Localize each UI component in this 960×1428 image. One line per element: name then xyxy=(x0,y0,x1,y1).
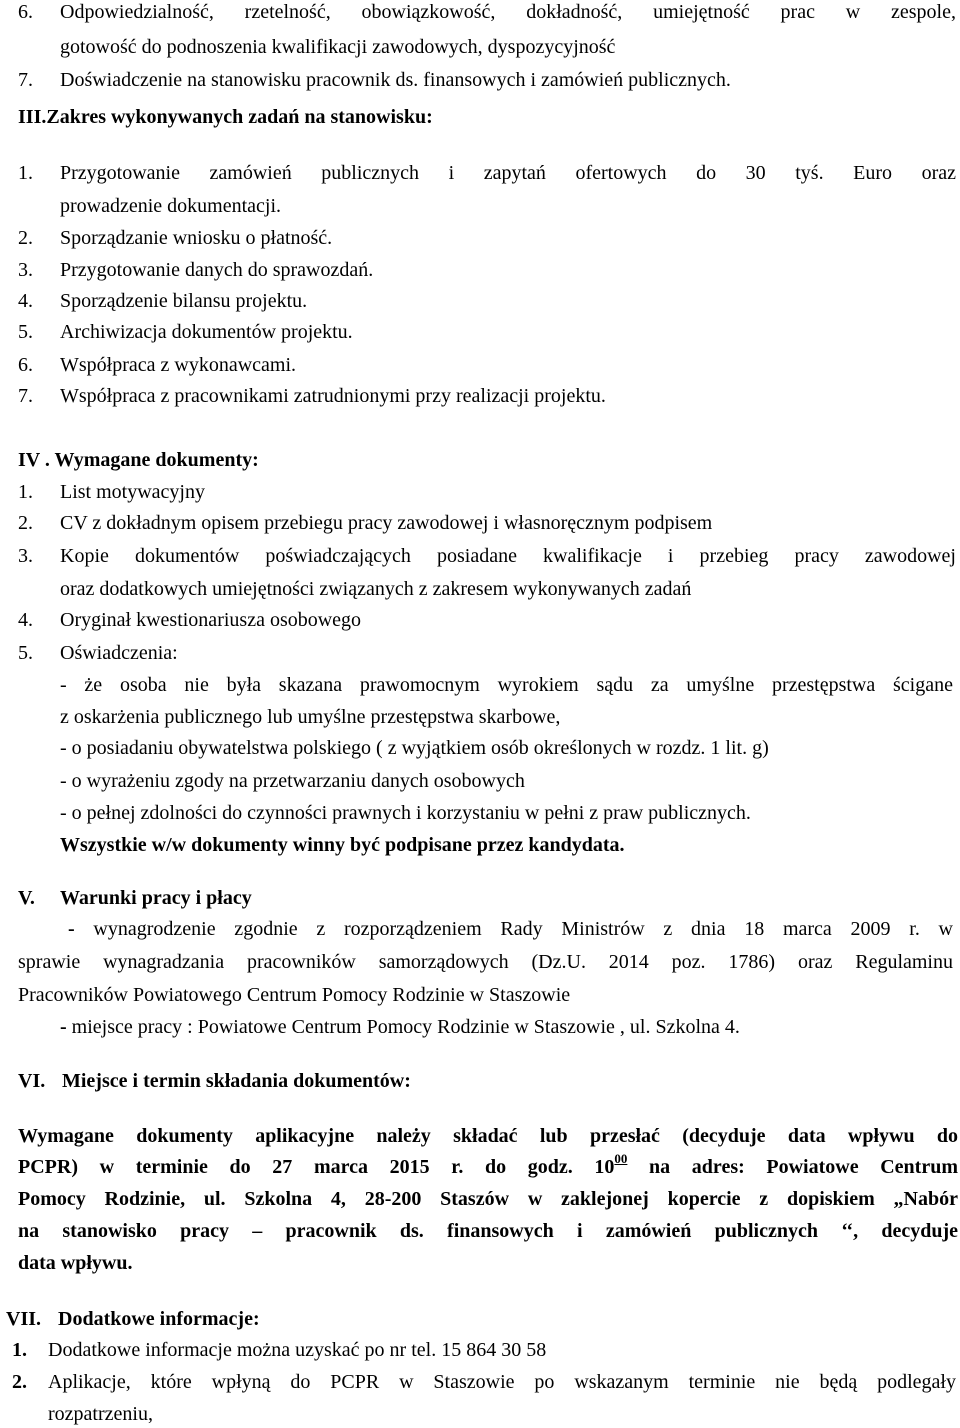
list-item-number: 7. xyxy=(18,385,33,407)
section-heading xyxy=(6,1309,260,1329)
list-item-text: Doświadczenie na stanowisku pracownik ds. finansowych i zamówień publicznych. xyxy=(60,69,731,91)
list-item-number: 2. xyxy=(18,512,33,534)
list-item-text: prowadzenie dokumentacji. xyxy=(60,195,282,217)
list-item-number: 2. xyxy=(12,1371,27,1393)
paragraph-line: PCPR) w terminie do 27 marca 2015 r. do godz. $10^{00}$ na adres: Powiatowe Centrum xyxy=(18,1151,959,1178)
declaration-text: - o wyrażeniu zgody na przetwarzaniu danych osobowych xyxy=(60,770,525,792)
list-item-text: Oryginał kwestionariusza osobowego xyxy=(60,609,362,631)
list-item-number: 5. xyxy=(18,642,33,664)
declaration-text: - że osoba nie była skazana prawomocnym wyrokiem sądu za umyślne przestępstwa ścigane xyxy=(60,674,953,696)
paragraph-line: Pomocy Rodzinie, ul. Szkolna 4, 28-200 Staszów w zaklejonej kopercie z dopiskiem „Nabór xyxy=(18,1188,958,1210)
list-item-number: 1. xyxy=(18,481,33,503)
declaration-text: - o pełnej zdolności do czynności prawnych i korzystaniu w pełni z praw publicznych. xyxy=(60,802,751,824)
list-item-text: Współpraca z pracownikami zatrudnionymi przy realizacji projektu. xyxy=(60,385,606,407)
list-item-text: Przygotowanie danych do sprawozdań. xyxy=(60,259,374,281)
list-item-number: 2. xyxy=(18,227,33,249)
paragraph-line: Wymagane dokumenty aplikacyjne należy składać lub przesłać (decyduje data wpływu do xyxy=(18,1125,958,1147)
section-number: VI. xyxy=(18,1070,46,1092)
paragraph-line: data wpływu. xyxy=(18,1252,133,1274)
list-item-number: 7. xyxy=(18,69,33,91)
list-item-text: oraz dodatkowych umiejętności związanych z zakresem wykonywanych zadań xyxy=(60,578,692,600)
list-item-text: Dodatkowe informacje można uzyskać po nr tel. 15 864 30 58 xyxy=(48,1339,547,1361)
list-item-number: 1. xyxy=(18,162,33,184)
list-item-text: List motywacyjny xyxy=(60,481,205,503)
list-item-text: CV z dokładnym opisem przebiegu pracy zawodowej i własnoręcznym podpisem xyxy=(60,512,713,534)
declaration-text: z oskarżenia publicznego lub umyślne przestępstwa skarbowe, xyxy=(60,706,561,728)
list-item-number: 4. xyxy=(18,609,33,631)
paragraph-line: - wynagrodzenie zgodnie z rozporządzeniem Rady Ministrów z dnia 18 marca 2009 r. w xyxy=(68,918,953,940)
list-item-text: rozpatrzeniu, xyxy=(48,1403,153,1425)
section-number: V. xyxy=(18,887,35,909)
list-item-text: Oświadczenia: xyxy=(60,642,178,664)
list-item-number: 6. xyxy=(18,354,33,376)
section-title: Miejsce i termin składania dokumentów: xyxy=(62,1070,411,1092)
list-item-number: 5. xyxy=(18,321,33,343)
list-item-text: Aplikacje, które wpłyną do PCPR w Staszowie po wskazanym terminie nie będą podlegały xyxy=(48,1371,956,1393)
list-item-number: 1. xyxy=(12,1339,27,1361)
section-heading xyxy=(18,888,252,908)
list-item-text: Sporządzanie wniosku o płatność. xyxy=(60,227,333,249)
section-title: Dodatkowe informacje: xyxy=(58,1308,260,1330)
paragraph-line: sprawie wynagradzania pracowników samorządowych (Dz.U. 2014 poz. 1786) oraz Regulaminu xyxy=(18,951,953,973)
list-item-text: Archiwizacja dokumentów projektu. xyxy=(60,321,353,343)
list-item-text: Sporządzenie bilansu projektu. xyxy=(60,290,308,312)
paragraph-line: - miejsce pracy : Powiatowe Centrum Pomocy Rodzinie w Staszowie , ul. Szkolna 4. xyxy=(60,1016,740,1038)
list-item-text: Współpraca z wykonawcami. xyxy=(60,354,297,376)
list-item-text: Przygotowanie zamówień publicznych i zapytań ofertowych do 30 tyś. Euro oraz xyxy=(60,162,956,184)
section-heading: IV . Wymagane dokumenty: xyxy=(18,449,259,471)
section-heading: III.Zakres wykonywanych zadań na stanowisku: xyxy=(18,106,433,128)
list-item-number: 6. xyxy=(18,1,33,23)
section-title: Warunki pracy i płacy xyxy=(60,887,252,909)
signature-note: Wszystkie w/w dokumenty winny być podpisane przez kandydata. xyxy=(60,834,625,856)
list-item-number: 3. xyxy=(18,545,33,567)
paragraph-line: na stanowisko pracy – pracownik ds. finansowych i zamówień publicznych ‘‘, decyduje xyxy=(18,1220,958,1242)
declaration-text: - o posiadaniu obywatelstwa polskiego ( z wyjątkiem osób określonych w rozdz. 1 lit. g) xyxy=(60,737,769,759)
list-item-text: Odpowiedzialność, rzetelność, obowiązkowość, dokładność, umiejętność prac w zespole, xyxy=(60,1,956,23)
list-item-number: 4. xyxy=(18,290,33,312)
list-item-text: gotowość do podnoszenia kwalifikacji zawodowych, dyspozycyjność xyxy=(60,36,616,58)
list-item-number: 3. xyxy=(18,259,33,281)
section-heading xyxy=(18,1071,411,1091)
paragraph-line: Pracowników Powiatowego Centrum Pomocy Rodzinie w Staszowie xyxy=(18,984,571,1006)
list-item-text: Kopie dokumentów poświadczających posiadane kwalifikacje i przebieg pracy zawodowej xyxy=(60,545,956,567)
section-number: VII. xyxy=(6,1308,42,1330)
